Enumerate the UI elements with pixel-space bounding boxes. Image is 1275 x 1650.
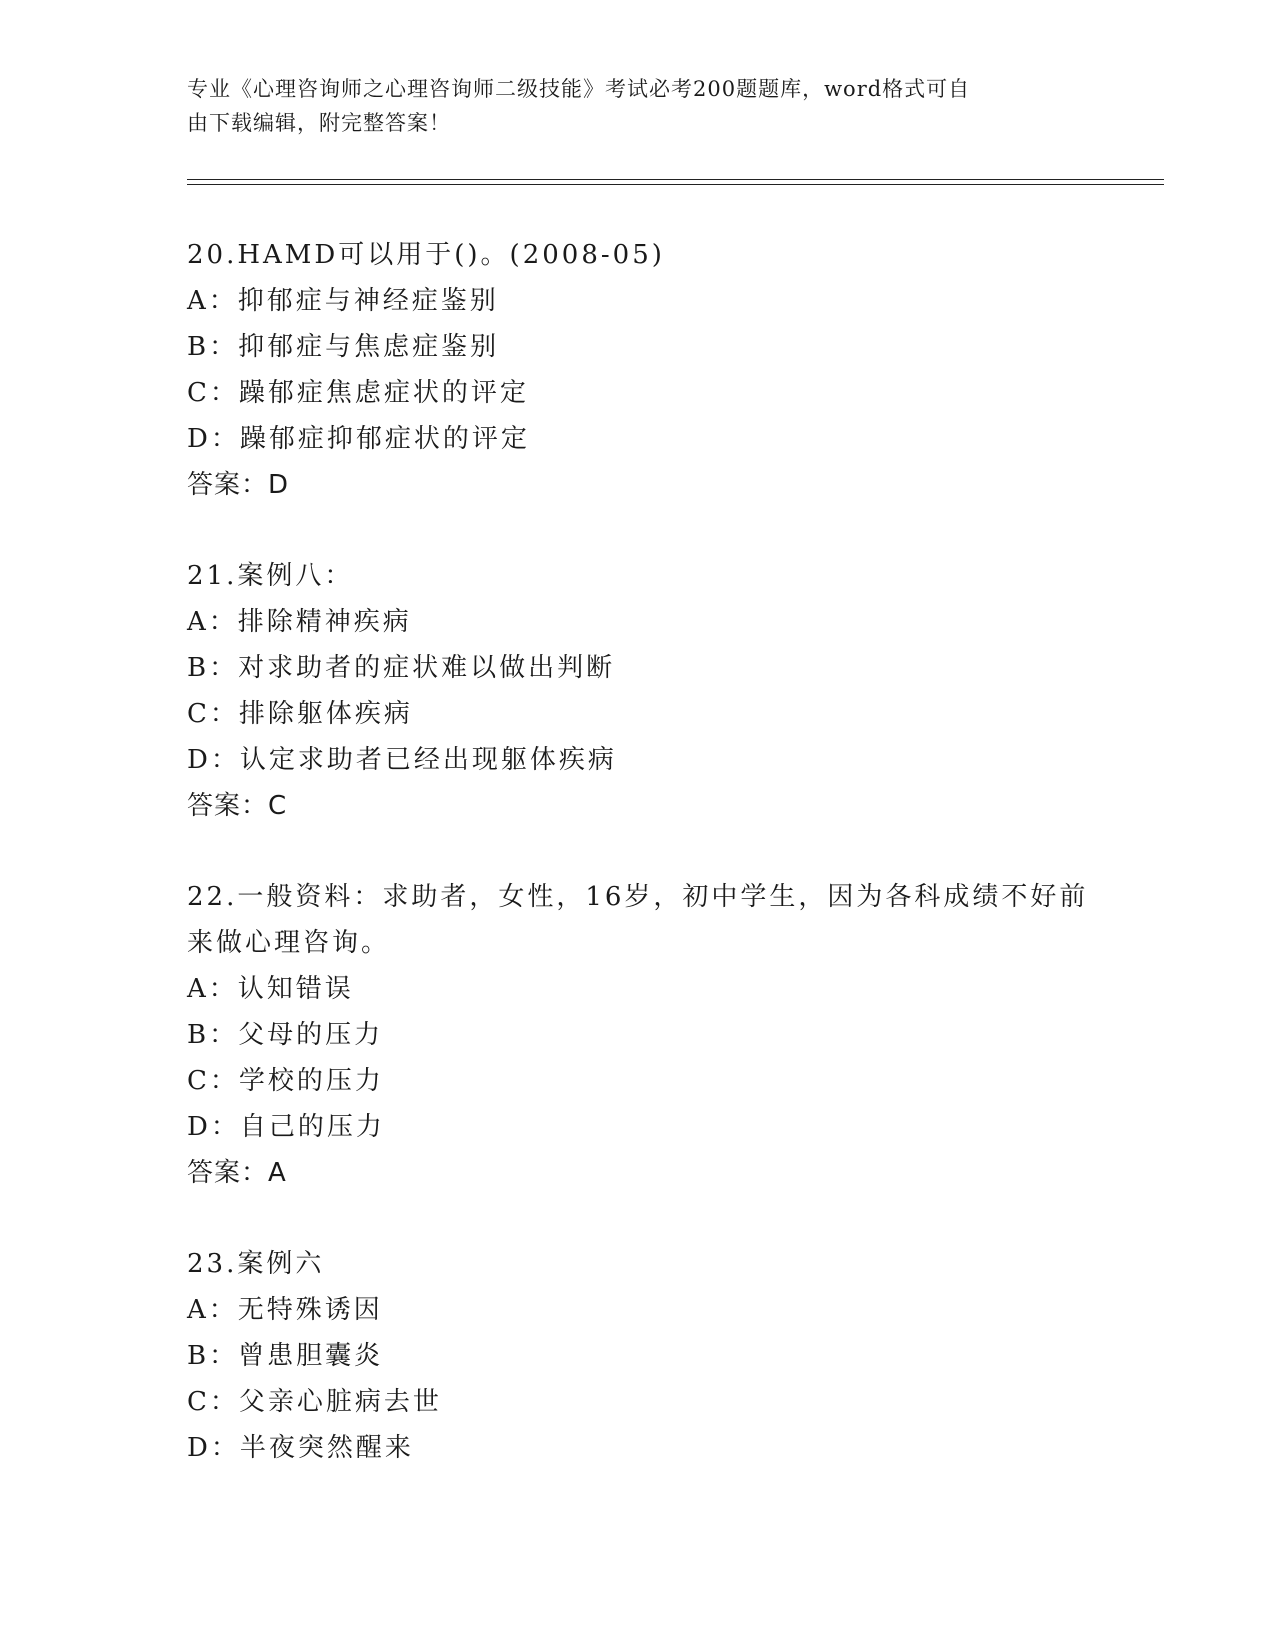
option-a: A：认知错误 xyxy=(187,974,354,1004)
question-stem: 21.案例八： xyxy=(187,561,354,591)
option-d: D：自己的压力 xyxy=(187,1112,385,1142)
option-b: B：父母的压力 xyxy=(187,1020,384,1050)
option-c: C：学校的压力 xyxy=(187,1066,384,1096)
option-b: B：曾患胆囊炎 xyxy=(187,1341,384,1371)
question-stem-line-2: 来做心理咨询。 xyxy=(187,928,391,958)
option-c: C：排除躯体疾病 xyxy=(187,699,413,729)
option-c: C：父亲心脏病去世 xyxy=(187,1387,442,1417)
option-a: A：无特殊诱因 xyxy=(187,1295,383,1325)
question-20 xyxy=(187,232,1087,508)
answer-line: 答案：A xyxy=(187,1158,287,1188)
question-list xyxy=(187,232,1087,1516)
question-stem-line-1: 22.一般资料：求助者，女性，16岁，初中学生，因为各科成绩不好前 xyxy=(187,882,1089,912)
header-divider-bottom xyxy=(187,184,1164,185)
option-b: B：对求助者的症状难以做出判断 xyxy=(187,653,616,683)
header-line-2: 由下载编辑，附完整答案！ xyxy=(187,111,451,135)
option-a: A：抑郁症与神经症鉴别 xyxy=(187,286,499,316)
answer-line: 答案：C xyxy=(187,791,288,821)
question-stem: 23.案例六 xyxy=(187,1249,325,1279)
question-21 xyxy=(187,553,1087,829)
option-b: B：抑郁症与焦虑症鉴别 xyxy=(187,332,500,362)
question-23 xyxy=(187,1241,1087,1471)
option-c: C：躁郁症焦虑症状的评定 xyxy=(187,378,529,408)
question-stem: 20.HAMD可以用于()。(2008-05) xyxy=(187,240,665,270)
option-d: D：认定求助者已经出现躯体疾病 xyxy=(187,745,617,775)
option-d: D：半夜突然醒来 xyxy=(187,1433,414,1463)
document-header xyxy=(187,72,1077,140)
header-divider-top xyxy=(187,179,1164,180)
header-line-1: 专业《心理咨询师之心理咨询师二级技能》考试必考200题题库，word格式可自 xyxy=(187,77,971,101)
option-d: D：躁郁症抑郁症状的评定 xyxy=(187,424,530,454)
answer-line: 答案：D xyxy=(187,470,290,500)
option-a: A：排除精神疾病 xyxy=(187,607,412,637)
question-22 xyxy=(187,874,1087,1196)
